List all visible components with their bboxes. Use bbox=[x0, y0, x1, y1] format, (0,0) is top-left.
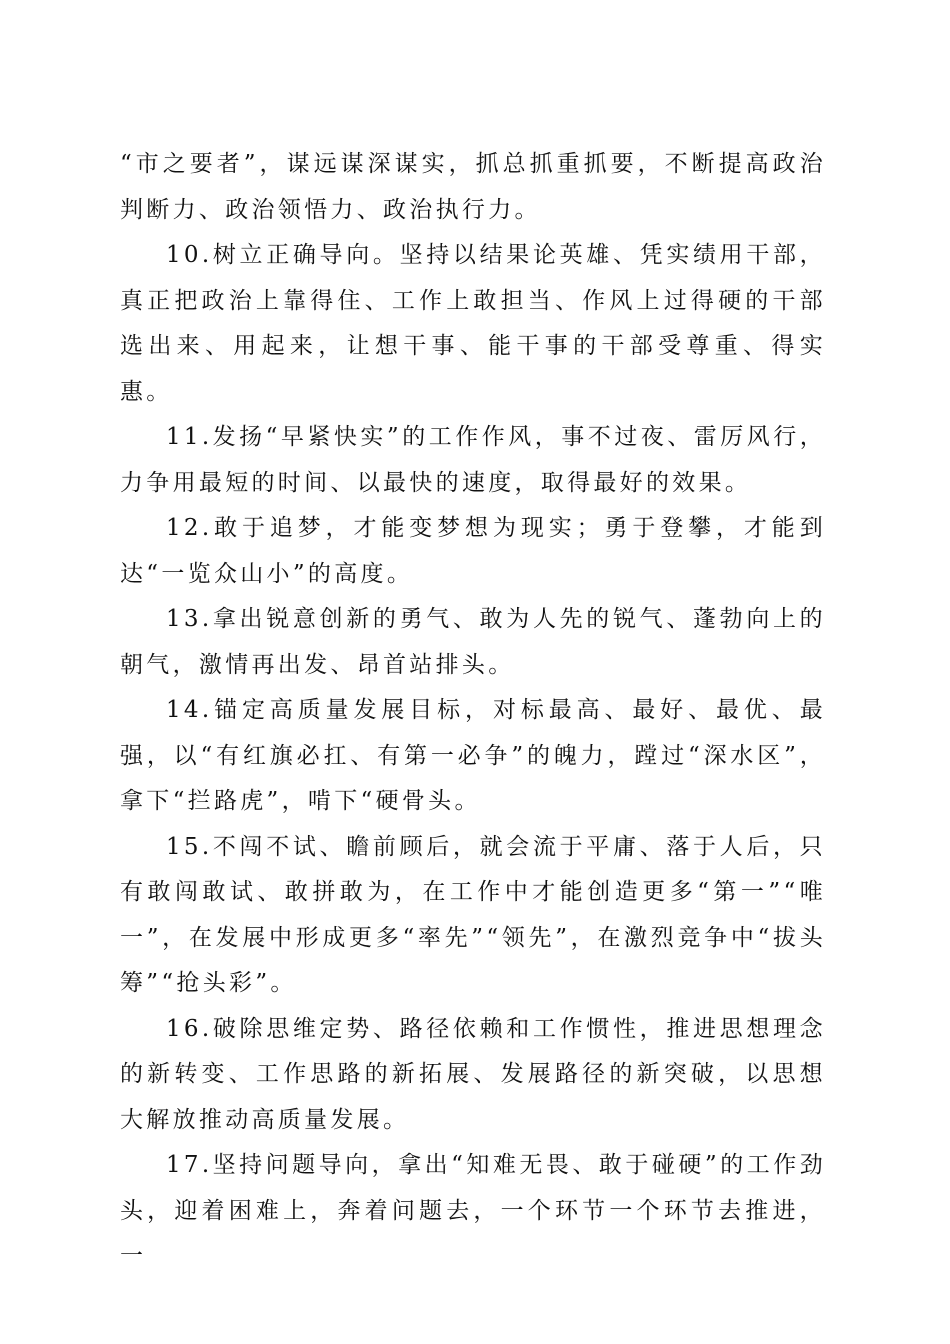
paragraph-12: 12.敢于追梦，才能变梦想为现实；勇于登攀，才能到达“一览众山小”的高度。 bbox=[120, 515, 826, 587]
paragraph-17: 17.坚持问题导向，拿出“知难无畏、敢于碰硬”的工作劲头，迎着困难上，奔着问题去，一个环节一个环节去推进，一 bbox=[120, 1152, 826, 1269]
paragraph-13: 13.拿出锐意创新的勇气、敢为人先的锐气、蓬勃向上的朝气，激情再出发、昂首站排头。 bbox=[120, 606, 826, 678]
paragraph-15: 15.不闯不试、瞻前顾后，就会流于平庸、落于人后，只有敢闯敢试、敢拼敢为，在工作中才能创造更多“第一”“唯一”，在发展中形成更多“率先”“领先”，在激烈竞争中“拔头筹”“抢头彩”。 bbox=[120, 833, 826, 996]
paragraph-11: 11.发扬“早紧快实”的工作作风，事不过夜、雷厉风行，力争用最短的时间、以最快的速度，取得最好的效果。 bbox=[120, 424, 826, 496]
paragraph-10: 10.树立正确导向。坚持以结果论英雄、凭实绩用干部，真正把政治上靠得住、工作上敢担当、作风上过得硬的干部选出来、用起来，让想干事、能干事的干部受尊重、得实惠。 bbox=[120, 242, 826, 405]
paragraph-16: 16.破除思维定势、路径依赖和工作惯性，推进思想理念的新转变、工作思路的新拓展、发展路径的新突破，以思想大解放推动高质量发展。 bbox=[120, 1015, 826, 1133]
text-body bbox=[120, 142, 826, 1280]
paragraph-continuation: “市之要者”，谋远谋深谋实，抓总抓重抓要，不断提高政治判断力、政治领悟力、政治执行力。 bbox=[120, 151, 826, 223]
paragraph-14: 14.锚定高质量发展目标，对标最高、最好、最优、最强，以“有红旗必扛、有第一必争”的魄力，蹚过“深水区”，拿下“拦路虎”，啃下“硬骨头。 bbox=[120, 697, 826, 814]
